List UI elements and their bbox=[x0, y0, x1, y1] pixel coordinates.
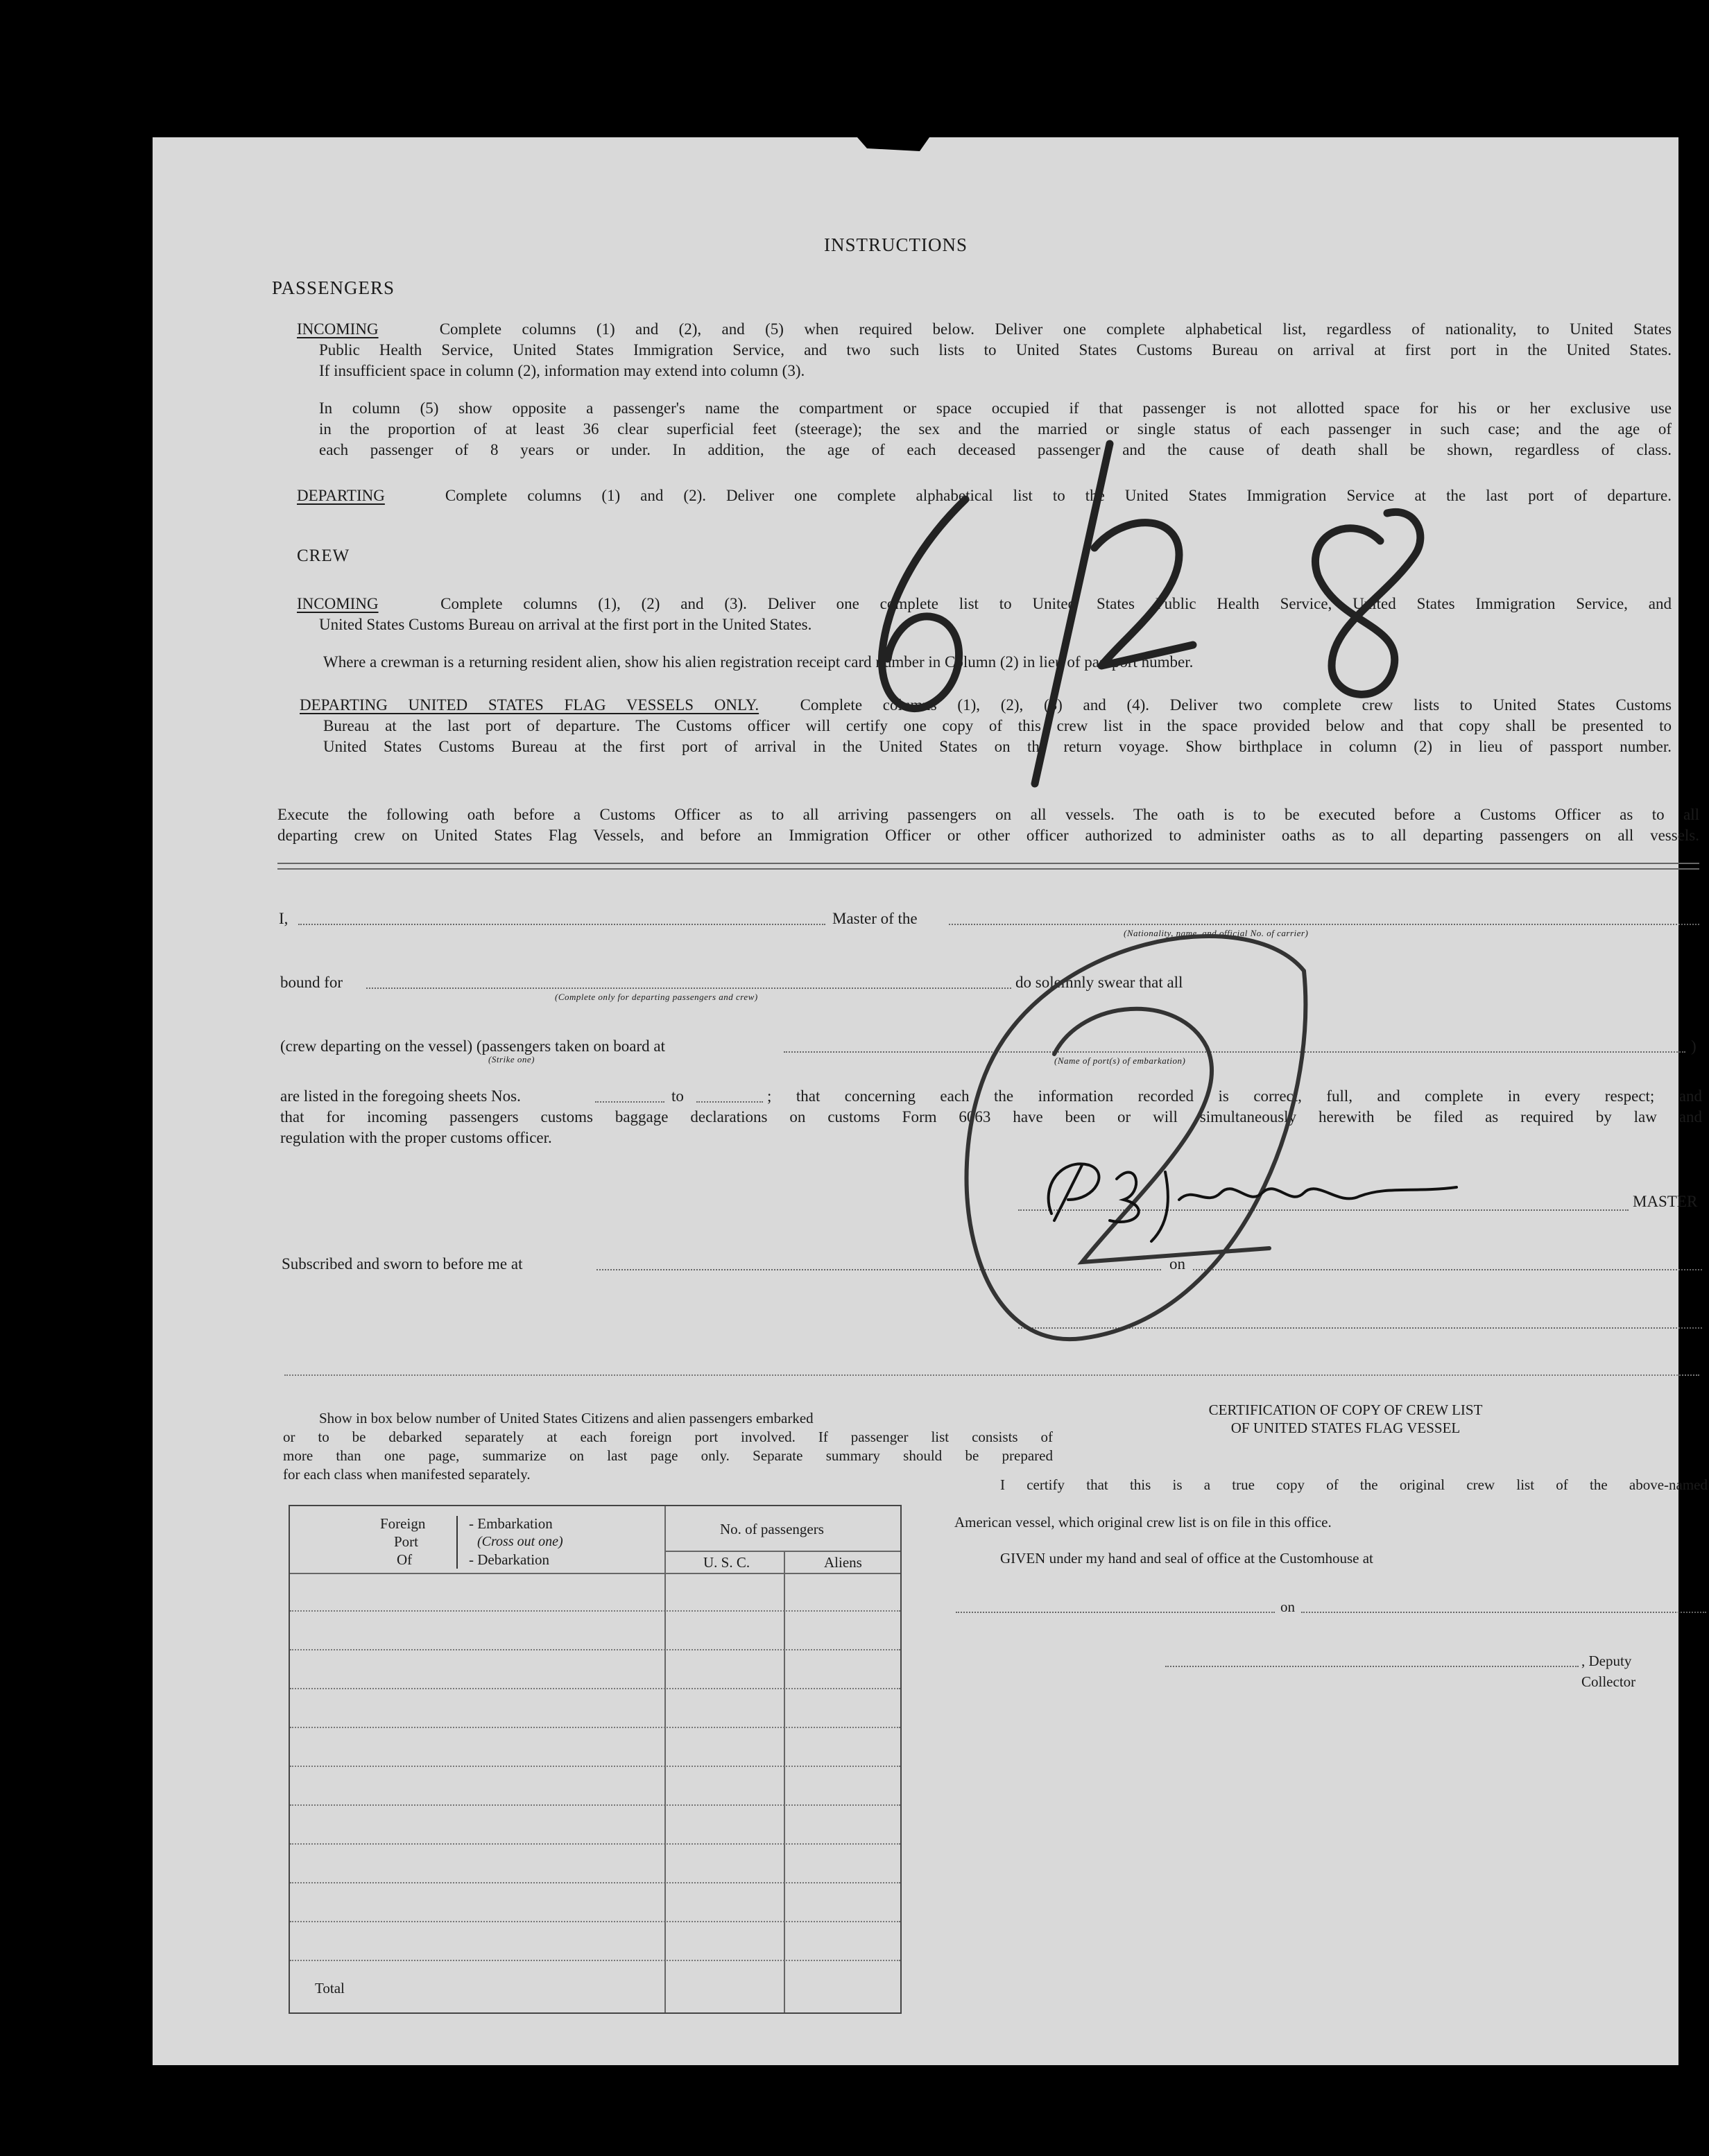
summary-line-2: or to be debarked separately at each foreign port involved. If passenger list consists of bbox=[283, 1429, 1053, 1445]
incoming-line-1: Complete columns (1) and (2), and (5) when required below. Deliver one complete alphabetical list, regardless of nationality, to United States bbox=[439, 320, 1672, 338]
total-label: Total bbox=[315, 1980, 345, 1997]
incoming-line-3: If insufficient space in column (2), information may extend into column (3). bbox=[319, 362, 805, 379]
passengers-heading: PASSENGERS bbox=[272, 277, 395, 298]
crew-departing-label: (crew departing on the vessel) (passengers taken on board at bbox=[280, 1037, 665, 1055]
flag-label: DEPARTING UNITED STATES FLAG VESSELS ONLY. bbox=[300, 696, 759, 714]
cert-on-label: on bbox=[1280, 1598, 1295, 1615]
departing-label: DEPARTING bbox=[297, 487, 385, 504]
certify-line-2: American vessel, which original crew list is on file in this office. bbox=[954, 1514, 1332, 1530]
master-of-the-label: Master of the bbox=[832, 910, 918, 927]
circled-mark bbox=[967, 936, 1306, 1339]
oath-instruction-line-1: Execute the following oath before a Customs Officer as to all arriving passengers on all vessels. The oath is to be executed before a Customs Officer as to all bbox=[277, 806, 1699, 823]
incoming-label: INCOMING bbox=[297, 320, 379, 338]
instructions-title: INSTRUCTIONS bbox=[824, 234, 968, 255]
crewman-text: Where a crewman is a returning resident alien, show his alien registration receipt card number in Column (2) in lieu of passport number. bbox=[323, 653, 1194, 671]
sworn-on-label: on bbox=[1169, 1255, 1185, 1273]
listed-line-2: that for incoming passengers customs baggage declarations on customs Form 6063 have been or will simultaneously herewith be filed as required by law and bbox=[280, 1108, 1702, 1126]
ports-hint: (Name of port(s) of embarkation) bbox=[1054, 1055, 1186, 1066]
summary-line-1: Show in box below number of United States Citizens and alien passengers embarked bbox=[319, 1410, 814, 1426]
flag-line-2: Bureau at the last port of departure. The Customs officer will certify one copy of this crew list in the space provided below and that copy shall be presented to bbox=[323, 717, 1672, 734]
close-paren: ) bbox=[1691, 1037, 1697, 1055]
no-passengers-header: No. of passengers bbox=[720, 1521, 824, 1537]
solemnly-swear-label: do solemnly swear that all bbox=[1015, 974, 1183, 991]
departing-text: Complete columns (1) and (2). Deliver one complete alphabetical list to the United States Immigration Service at the last port of departure. bbox=[445, 487, 1672, 504]
column5-line-2: in the proportion of at least 36 clear superficial feet (steerage); the sex and the married or single status of each passenger in such case; and the age of bbox=[319, 420, 1672, 438]
listed-line-1b: ; that concerning each the information recorded is correct, full, and complete in every respect; and bbox=[767, 1087, 1702, 1105]
cross-out-hint: (Cross out one) bbox=[477, 1534, 563, 1549]
column5-line-3: each passenger of 8 years or under. In addition, the age of each deceased passenger and the cause of death shall be shown, regardless of class. bbox=[319, 441, 1672, 458]
bound-for-label: bound for bbox=[280, 974, 343, 991]
subscribed-label: Subscribed and sworn to before me at bbox=[282, 1255, 523, 1273]
oath-instruction-line-2: departing crew on United States Flag Vessels, and before an Immigration Officer or other officer authorized to administer oaths as to all departing passengers on all vessels. bbox=[277, 827, 1699, 844]
strike-one-hint: (Strike one) bbox=[488, 1054, 535, 1064]
listed-to-label: to bbox=[671, 1087, 684, 1105]
cert-title-line-1: CERTIFICATION OF COPY OF CREW LIST bbox=[1208, 1402, 1483, 1418]
incoming-line-2: Public Health Service, United States Immigration Service, and two such lists to United States Customs Bureau on arrival at first port in the United States. bbox=[319, 341, 1672, 359]
crew-heading: CREW bbox=[297, 546, 350, 565]
torn-edge bbox=[857, 137, 929, 151]
cert-title-line-2: OF UNITED STATES FLAG VESSEL bbox=[1230, 1420, 1461, 1436]
crew-incoming-line-2: United States Customs Bureau on arrival at the first port in the United States. bbox=[319, 616, 812, 633]
master-label: MASTER bbox=[1633, 1193, 1698, 1210]
column5-line-1: In column (5) show opposite a passenger's name the compartment or space occupied if that passenger is not allotted space for his or her exclusive use bbox=[319, 399, 1672, 417]
embarkation-option[interactable]: - Embarkation bbox=[469, 1515, 553, 1532]
certify-line-1: I certify that this is a true copy of the original crew list of the above-named bbox=[1000, 1476, 1708, 1493]
col-foreign: Foreign bbox=[380, 1515, 426, 1532]
usc-header: U. S. C. bbox=[703, 1554, 750, 1571]
nationality-hint: (Nationality, name, and official No. of carrier) bbox=[1124, 928, 1309, 938]
flag-line-1: Complete columns (1), (2), (3) and (4). Deliver two complete crew lists to United States Customs bbox=[800, 696, 1672, 714]
summary-line-3: more than one page, summarize on last page only. Separate summary should be prepared bbox=[283, 1447, 1053, 1464]
col-of: Of bbox=[397, 1551, 413, 1568]
oath-i-label: I, bbox=[279, 910, 289, 927]
listed-line-3: regulation with the proper customs officer. bbox=[280, 1129, 552, 1146]
bound-hint: (Complete only for departing passengers and crew) bbox=[555, 992, 758, 1002]
debarkation-option[interactable]: - Debarkation bbox=[469, 1551, 550, 1568]
given-line: GIVEN under my hand and seal of office at the Customhouse at bbox=[1000, 1550, 1373, 1567]
col-port: Port bbox=[394, 1533, 419, 1550]
listed-label: are listed in the foregoing sheets Nos. bbox=[280, 1087, 521, 1105]
deputy-collector-label: , Deputy Collector bbox=[1581, 1653, 1636, 1690]
summary-line-4: for each class when manifested separately. bbox=[283, 1466, 531, 1483]
crew-incoming-line-1: Complete columns (1), (2) and (3). Deliver one complete list to United States Public Health Service, United States Immigration Service, and bbox=[440, 595, 1672, 612]
aliens-header: Aliens bbox=[824, 1554, 862, 1571]
crew-incoming-label: INCOMING bbox=[297, 595, 379, 612]
flag-line-3: United States Customs Bureau at the first port of arrival in the United States on the return voyage. Show birthplace in column (2) in lieu of passport number. bbox=[323, 738, 1672, 755]
number-mark bbox=[882, 444, 1420, 784]
